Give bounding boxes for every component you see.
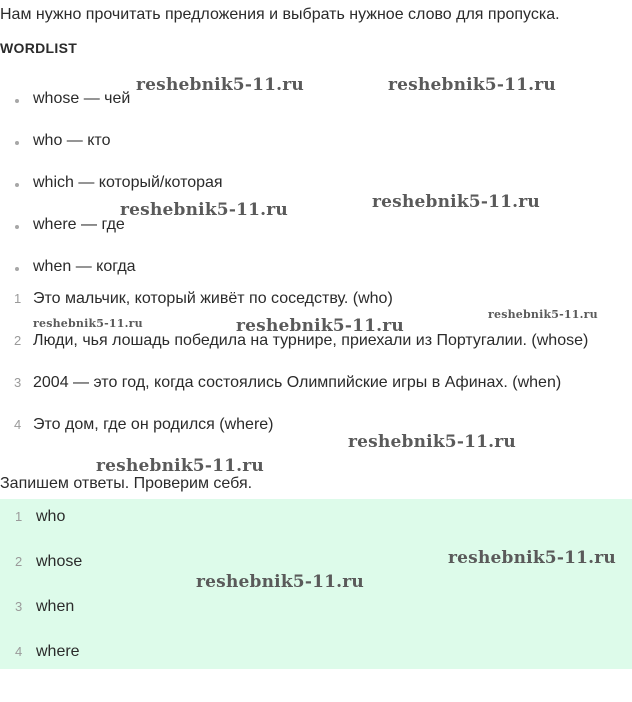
watermark: reshebnik5-11.ru [448, 548, 616, 568]
bullet-icon [15, 267, 19, 271]
watermark: reshebnik5-11.ru [372, 192, 540, 212]
watermark: reshebnik5-11.ru [488, 308, 598, 321]
bullet-icon [15, 183, 19, 187]
bullet-icon [15, 225, 19, 229]
watermark: reshebnik5-11.ru [388, 75, 556, 95]
intro-text: Нам нужно прочитать предложения и выбрать нужное слово для пропуска. [0, 6, 560, 23]
bullet-icon [15, 99, 19, 103]
watermark: reshebnik5-11.ru [33, 317, 143, 330]
outro-text: Запишем ответы. Проверим себя. [0, 475, 253, 492]
answer-box: 1 who 2 whose 3 when 4 where [0, 499, 632, 669]
watermark: reshebnik5-11.ru [196, 572, 364, 592]
bullet-icon [15, 141, 19, 145]
watermark: reshebnik5-11.ru [136, 75, 304, 95]
watermark: reshebnik5-11.ru [120, 200, 288, 220]
watermark: reshebnik5-11.ru [348, 432, 516, 452]
watermark: reshebnik5-11.ru [236, 316, 404, 336]
wordlist-title: WORDLIST [0, 40, 78, 56]
watermark: reshebnik5-11.ru [96, 456, 264, 476]
